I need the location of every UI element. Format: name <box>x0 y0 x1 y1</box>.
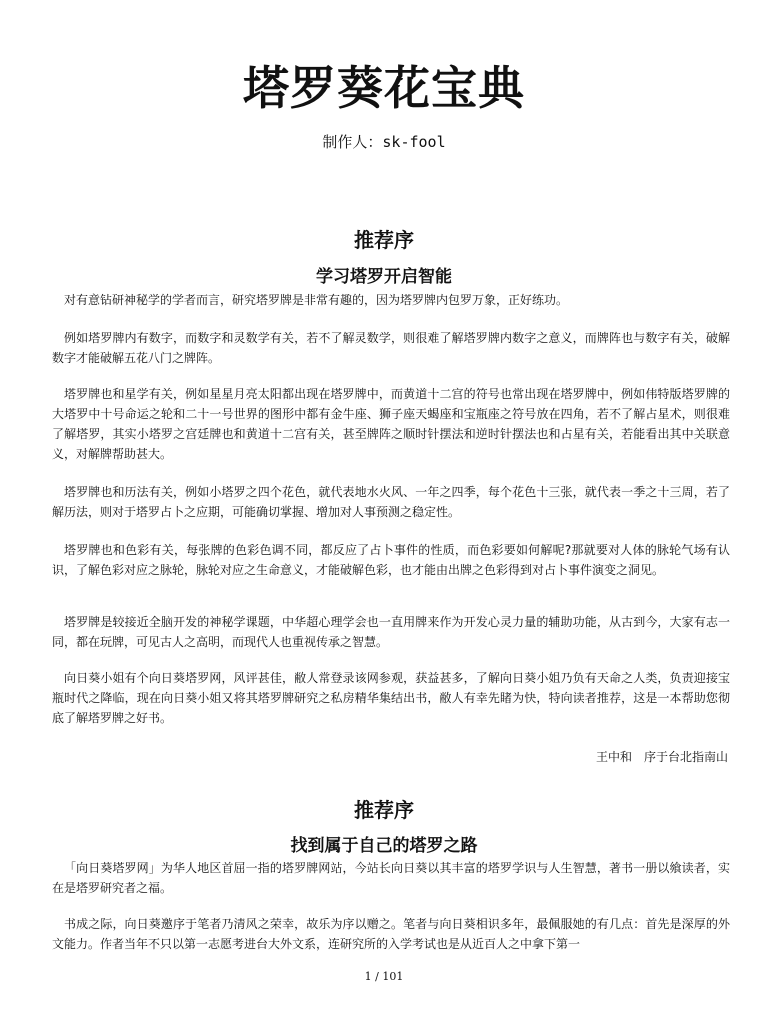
section2-subheading: 找到属于自己的塔罗之路 <box>290 836 478 856</box>
section1-signature: 王中和 序于台北指南山 <box>595 750 728 764</box>
document-author: 制作人：sk-fool <box>322 133 446 151</box>
section1-paragraph: 塔罗牌也和星学有关，例如星星月亮太阳都出现在塔罗牌中，而黄道十二宫的符号也常出现在塔罗牌中，例如伟特版塔罗牌的大塔罗中十号命运之轮和二十一号世界的图形中都有金牛座、狮子座天蝎座和宝瓶座之符号放在四角，若不了解占星术，则很难了解塔罗，其实小塔罗之宫廷牌也和黄道十二宫有关，甚至牌阵之顺时针摆法和逆时针摆法也和占星有关，若能看出其中关联意义，对解牌帮助甚大。 <box>52 387 730 461</box>
section2-paragraph: 「向日葵塔罗网」为华人地区首屈一指的塔罗牌网站，今站长向日葵以其丰富的塔罗学识与人生智慧，著书一册以飨读者，实在是塔罗研究者之福。 <box>52 861 730 895</box>
section1-heading: 推荐序 <box>354 228 414 252</box>
page-number: 1 / 101 <box>364 970 404 983</box>
section1-paragraph: 对有意钻研神秘学的学者而言，研究塔罗牌是非常有趣的，因为塔罗牌内包罗万象，正好练功。 <box>64 293 569 307</box>
section1-paragraph: 向日葵小姐有个向日葵塔罗网，风评甚佳，敝人常登录该网参观，获益甚多，了解向日葵小姐乃负有天命之人类，负责迎接宝瓶时代之降临，现在向日葵小姐又将其塔罗牌研究之私房精华集结出书，敝人有幸先睹为快，特向读者推荐，这是一本帮助您彻底了解塔罗牌之好书。 <box>52 671 730 725</box>
section2-paragraph: 书成之际，向日葵邀序于笔者乃清风之荣幸，故乐为序以赠之。笔者与向日葵相识多年，最佩服她的有几点：首先是深厚的外文能力。作者当年不只以第一志愿考进台大外文系，连研究所的入学考试也是从近百人之中拿下第一 <box>52 917 730 951</box>
section1-paragraph: 塔罗牌也和色彩有关，每张牌的色彩色调不同，都反应了占卜事件的性质，而色彩要如何解呢?那就要对人体的脉轮气场有认识，了解色彩对应之脉轮，脉轮对应之生命意义，才能破解色彩，也才能由出牌之色彩得到对占卜事件演变之洞见。 <box>52 543 730 577</box>
section1-paragraph: 塔罗牌是较接近全脑开发的神秘学课题，中华超心理学会也一直用牌来作为开发心灵力量的辅助功能，从古到今，大家有志一同，都在玩牌，可见古人之高明，而现代人也重视传承之智慧。 <box>52 615 730 649</box>
document-title: 塔罗葵花宝典 <box>243 61 525 115</box>
section1-subheading: 学习塔罗开启智能 <box>316 267 452 287</box>
section1-paragraph: 例如塔罗牌内有数字，而数字和灵数学有关，若不了解灵数学，则很难了解塔罗牌内数字之意义，而牌阵也与数字有关，破解数字才能破解五花八门之牌阵。 <box>52 331 730 365</box>
section2-heading: 推荐序 <box>354 798 414 822</box>
section1-paragraph: 塔罗牌也和历法有关，例如小塔罗之四个花色，就代表地水火风、一年之四季，每个花色十三张，就代表一季之十三周，若了解历法，则对于塔罗占卜之应期，可能确切掌握、增加对人事预测之稳定性。 <box>52 485 730 519</box>
